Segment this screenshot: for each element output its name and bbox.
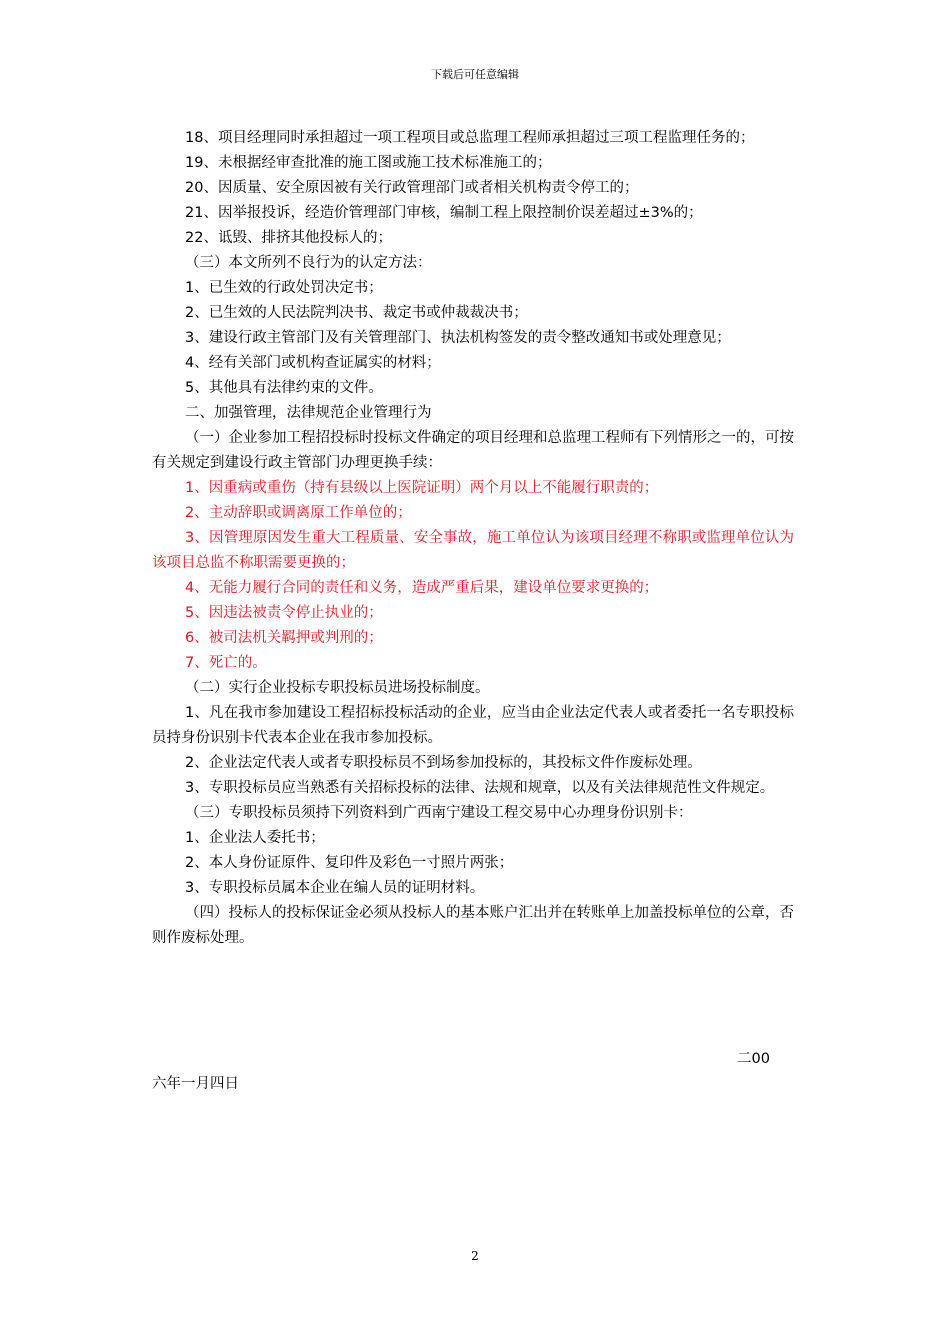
- replacement-item-5: 5、因违法被责令停止执业的；: [185, 605, 383, 621]
- bidder-item-1: 1、凡在我市参加建设工程招标投标活动的企业，应当由企业法定代表人或者委托一名专职投标员持身份识别卡代表本企业在我市参加投标。: [152, 705, 794, 746]
- item-21: 21、因举报投诉，经造价管理部门审核，编制工程上限控制价误差超过±3%的；: [185, 205, 703, 221]
- page-header: 下载后可任意编辑: [431, 68, 519, 81]
- bidder-item-2: 2、企业法定代表人或者专职投标员不到场参加投标的，其投标文件作废标处理。: [185, 755, 702, 771]
- identification-item-1: 1、已生效的行政处罚决定书；: [185, 280, 383, 296]
- section-heading-identification: （三）本文所列不良行为的认定方法：: [185, 255, 432, 271]
- replacement-item-4: 4、无能力履行合同的责任和义务，造成严重后果，建设单位要求更换的；: [185, 580, 659, 596]
- replacement-item-2: 2、主动辞职或调离原工作单位的；: [185, 505, 412, 521]
- signature-year: 二00: [737, 1051, 770, 1067]
- identification-item-5: 5、其他具有法律约束的文件。: [185, 380, 383, 396]
- id-card-item-2: 2、本人身份证原件、复印件及彩色一寸照片两张；: [185, 855, 514, 871]
- replacement-item-7: 7、死亡的。: [185, 655, 267, 671]
- id-card-item-3: 3、专职投标员属本企业在编人员的证明材料。: [185, 880, 485, 896]
- subsection-id-card: （三）专职投标员须持下列资料到广西南宁建设工程交易中心办理身份识别卡：: [185, 805, 693, 821]
- replacement-item-1: 1、因重病或重伤（持有县级以上医院证明）两个月以上不能履行职责的；: [185, 480, 659, 496]
- identification-item-4: 4、经有关部门或机构查证属实的材料；: [185, 355, 441, 371]
- replacement-item-6: 6、被司法机关羁押或判刑的；: [185, 630, 383, 646]
- item-19: 19、未根据经审查批准的施工图或施工技术标准施工的；: [185, 155, 552, 171]
- item-20: 20、因质量、安全原因被有关行政管理部门或者相关机构责令停工的；: [185, 180, 639, 196]
- id-card-item-1: 1、企业法人委托书；: [185, 830, 325, 846]
- item-18: 18、项目经理同时承担超过一项工程项目或总监理工程师承担超过三项工程监理任务的；: [185, 130, 755, 146]
- replacement-item-3: 3、因管理原因发生重大工程质量、安全事故，施工单位认为该项目经理不称职或监理单位认为该项目总监不称职需要更换的；: [152, 530, 794, 571]
- identification-item-3: 3、建设行政主管部门及有关管理部门、执法机构签发的责令整改通知书或处理意见；: [185, 330, 731, 346]
- subsection-bidder-system: （二）实行企业投标专职投标员进场投标制度。: [185, 680, 490, 696]
- section-heading-management: 二、加强管理，法律规范企业管理行为: [185, 405, 432, 421]
- page-number: 2: [471, 1249, 479, 1263]
- item-22: 22、诋毁、排挤其他投标人的；: [185, 230, 392, 246]
- subsection-deposit: （四）投标人的投标保证金必须从投标人的基本账户汇出并在转账单上加盖投标单位的公章，否则作废标处理。: [152, 905, 794, 946]
- document-body: [152, 126, 794, 951]
- bidder-item-3: 3、专职投标员应当熟悉有关招标投标的法律、法规和规章，以及有关法律规范性文件规定。: [185, 780, 775, 796]
- subsection-replacement: （一）企业参加工程招投标时投标文件确定的项目经理和总监理工程师有下列情形之一的，可按有关规定到建设行政主管部门办理更换手续：: [152, 430, 794, 471]
- signature-date: 六年一月四日: [152, 1076, 239, 1092]
- identification-item-2: 2、已生效的人民法院判决书、裁定书或仲裁裁决书；: [185, 305, 528, 321]
